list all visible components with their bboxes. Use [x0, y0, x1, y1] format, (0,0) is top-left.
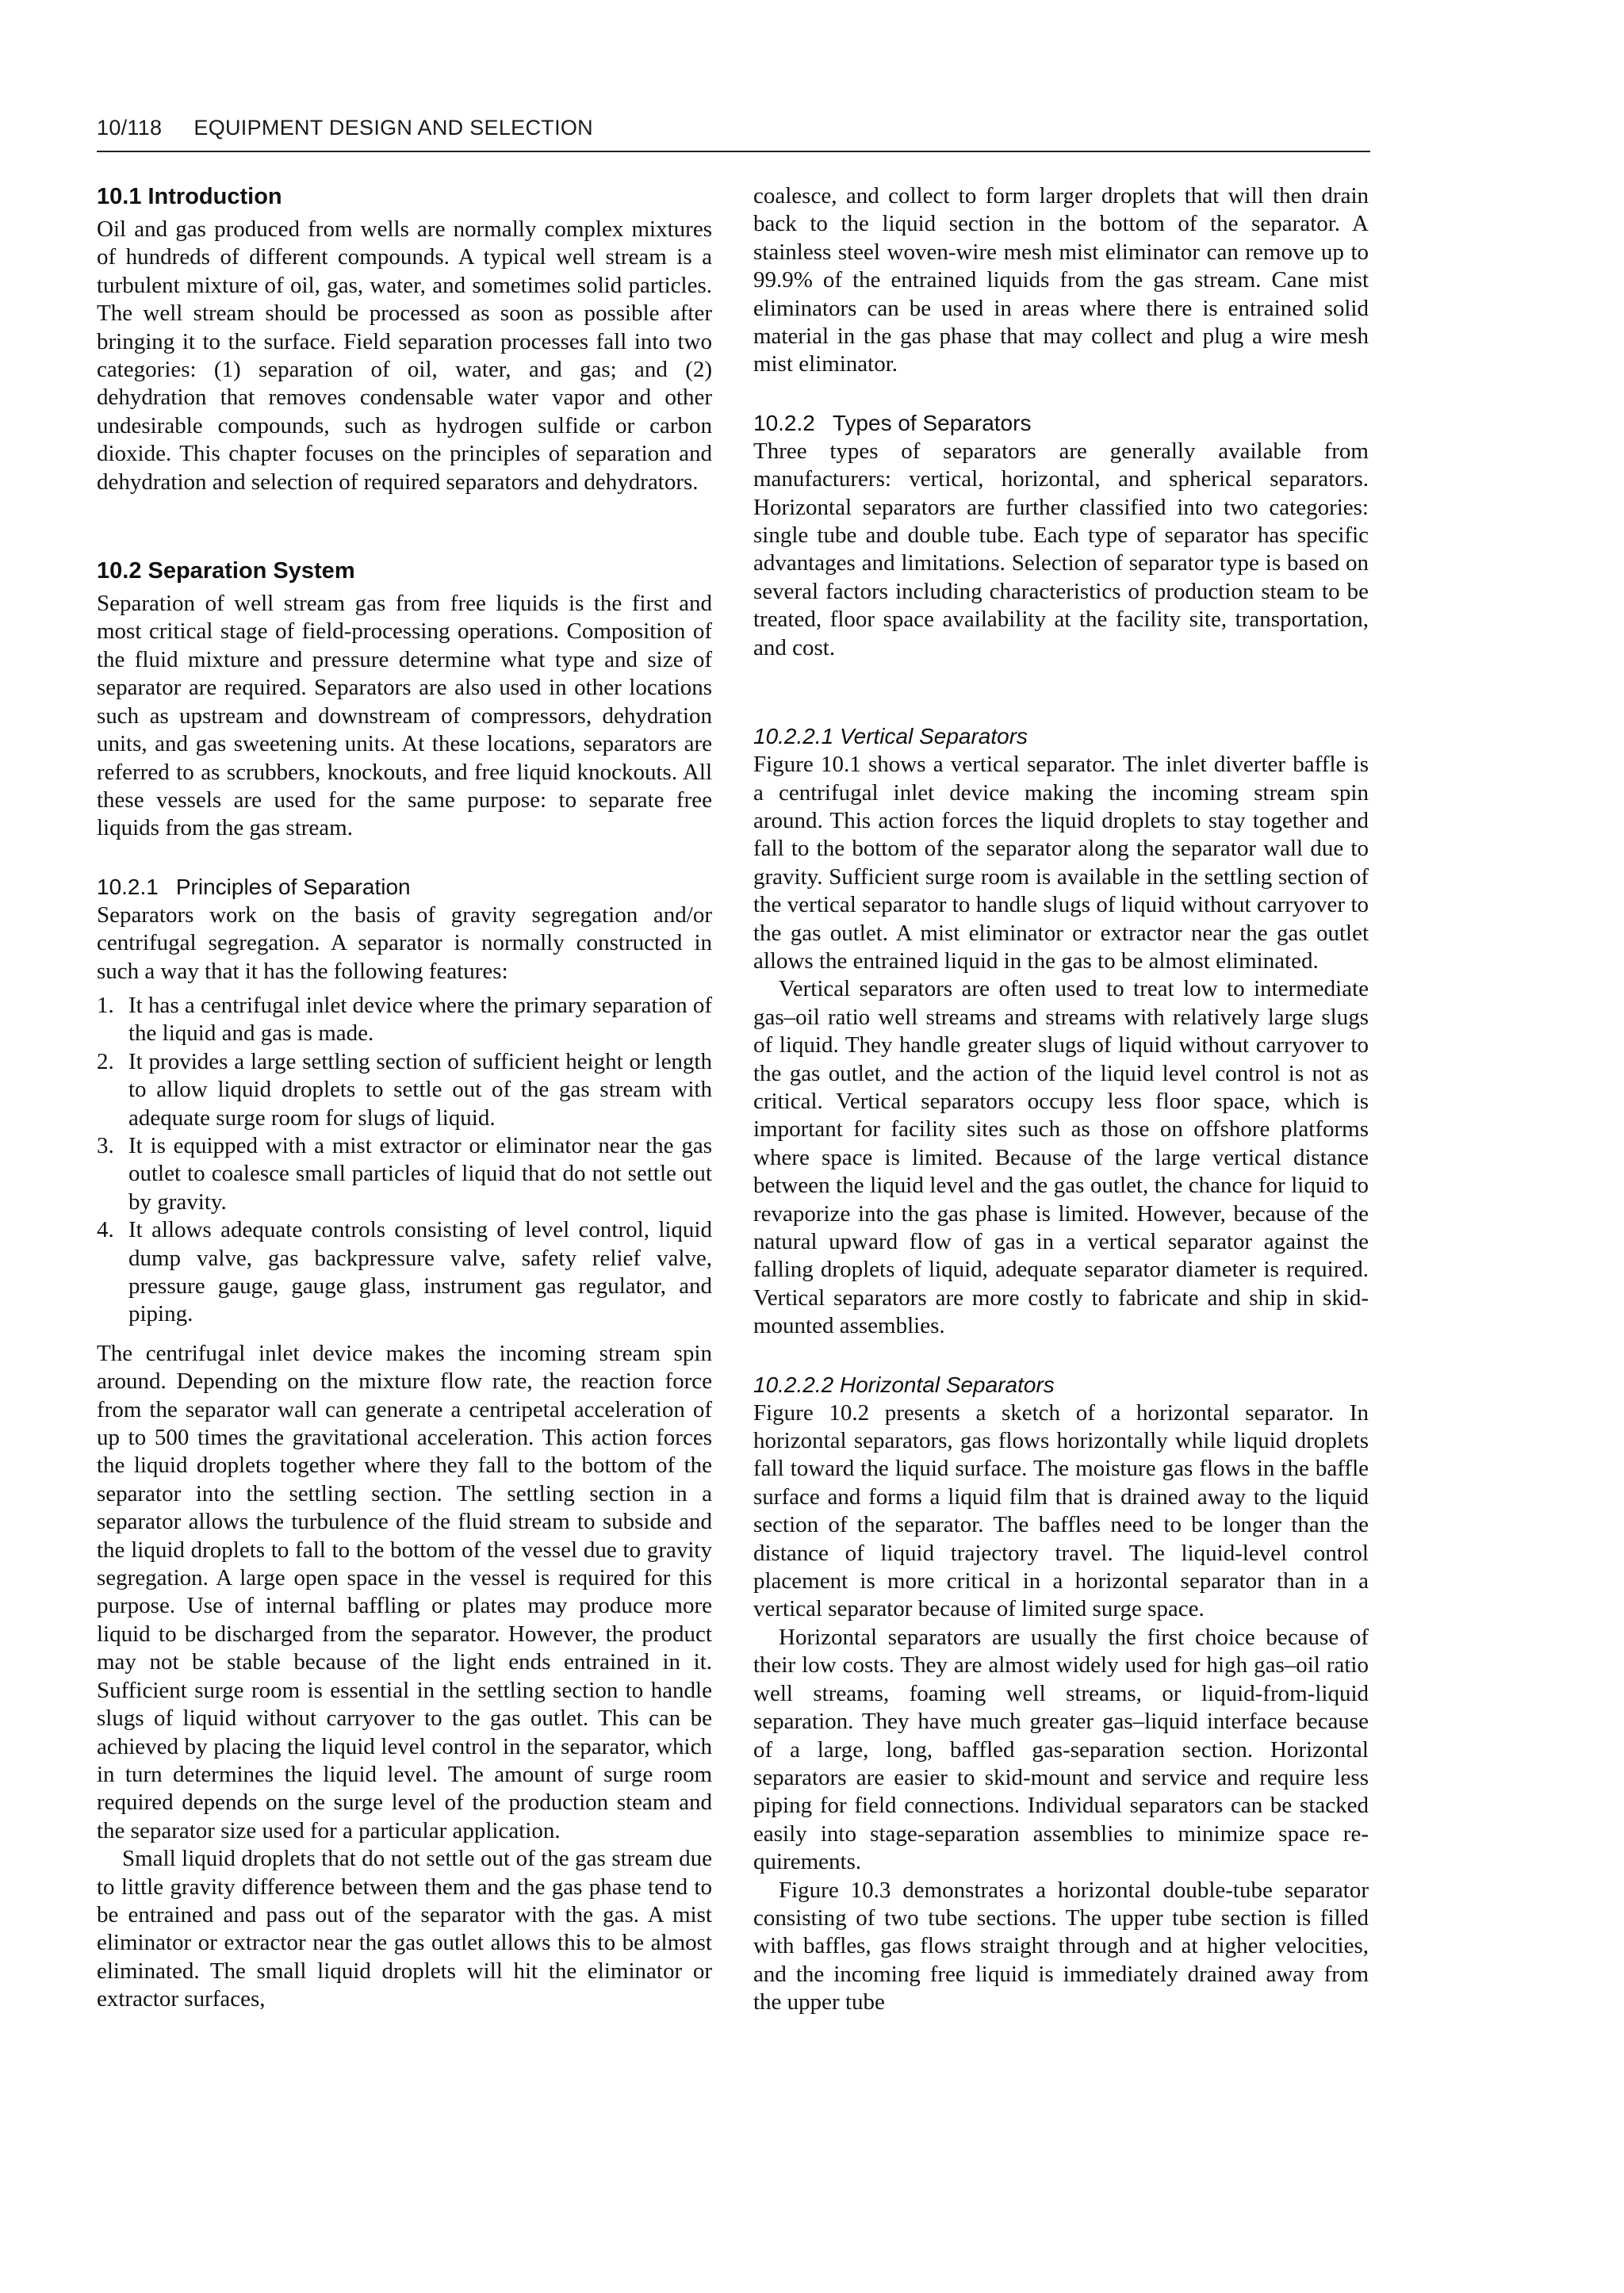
list-item-number: 3. [97, 1132, 114, 1158]
subsubsection-heading-horizontal: 10.2.2.2 Horizontal Separators [753, 1372, 1055, 1397]
list-item-text: It is equipped with a mist extractor or eliminator near the gas outlet to coalesce small particles of liquid that do not settle out by gravity. [128, 1132, 712, 1215]
section-heading-10-2: 10.2 Separation System [97, 558, 355, 584]
paragraph-horizontal-3: Figure 10.3 demonstrates a horizontal double-tube separator consisting of two tube sections. The upper tube section is filled with baffles, gas flows straight through and at higher velocities, and the incoming free liquid is immediately drained away from the upper tube [753, 1877, 1369, 2015]
list-item [97, 992, 712, 1048]
paragraph-principles-intro: Separators work on the basis of gravity segregation and/or centrifugal segregation. A separator is normally constructed in such a way that it has the following features: [97, 902, 712, 984]
header-rule [97, 151, 1370, 152]
list-item-text: It allows adequate controls consisting of level control, liquid dump valve, gas backpressure valve, safety relief valve, pressure gauge, gauge glass, instrument gas regulator, and piping. [128, 1217, 712, 1327]
left-column [97, 182, 712, 2014]
paragraph-types-of-separators: Three types of separators are generally available from manufacturers: vertical, horizontal, and spherical separators. Horizontal separators are further classified into two categories: single tube and double tube. Each type of separator has specific advantages and limitations. Selection of separator type is based on several factors including characteristics of production steam to be treated, floor space availability at the facility site, transportation, and cost. [753, 438, 1369, 660]
list-item [97, 1048, 712, 1132]
subsection-heading-10-2-1 [97, 873, 712, 902]
list-item [97, 1216, 712, 1329]
subsection-heading-10-2-2 [753, 409, 1369, 438]
subsection-number: 10.2.1 [97, 874, 159, 899]
list-item-text: It provides a large settling section of sufficient height or length to allow liquid droplets to settle out of the gas stream with adequate surge room for slugs of liquid. [128, 1048, 712, 1131]
right-column [753, 182, 1369, 2017]
paragraph-horizontal-1: Figure 10.2 presents a sketch of a horizontal separator. In horizontal separators, gas flows horizontally while liquid droplets fall toward the liquid surface. The moisture gas flows in the baffle surface and forms a liquid film that is drained away to the liquid section of the separator. The baffles need to be longer than the distance of liquid trajectory travel. The liquid-level control placement is more critical in a horizontal separator than in a vertical separator because of limited surge space. [753, 1399, 1369, 1622]
paragraph-introduction: Oil and gas produced from wells are normally complex mixtures of hundreds of different compounds. A typical well stream is a turbulent mixture of oil, gas, water, and sometimes solid particles. The well stream should be processed as soon as possible after bringing it to the surface. Field separation processes fall into two categories: (1) separation of oil, water, and gas; and (2) dehydration that removes condensable water vapor and other undesirable compounds, such as hydrogen sulfide or carbon dioxide. This chapter focuses on the principles of separation and dehydration and selection of required separators and dehydrators. [97, 216, 712, 495]
paragraph-continued: coalesce, and collect to form larger droplets that will then drain back to the liquid section in the bottom of the separator. A stainless steel woven-wire mesh mist eliminator can remove up to 99.9% of the entrained liquids from the gas stream. Cane mist eliminators can be used in areas where there is entrained solid material in the gas phase that may collect and plug a wire mesh mist eliminator. [753, 183, 1369, 377]
paragraph-separation-system: Separation of well stream gas from free liquids is the first and most critical stage of field-processing operations. Composition of the fluid mixture and pressure determine what type and size of separator are required. Separators are also used in other locations such as upstream and downstream of compressors, dehydration units, and gas sweetening units. At these locations, separators are referred to as scrubbers, knockouts, and free liquid knockouts. All these vessels are used for the same purpose: to separate free liquids from the gas stream. [97, 591, 712, 841]
list-item-text: It has a centrifugal inlet device where the primary separation of the liquid and gas is made. [128, 992, 712, 1047]
paragraph-vertical-2: Vertical separators are often used to treat low to intermediate gas–oil ratio well streams and streams with relatively large slugs of liquid. They handle greater slugs of liquid without carryover to the gas outlet, and the action of the liquid level control is not as critical. Vertical separators occupy less floor space, which is important for facility sites such as those on offshore platforms where space is limited. Because of the large vertical distance between the liquid level and the gas outlet, the chance for liquid to revaporize into the gas phase is limited. However, because of the natural upward flow of gas in a vertical separator against the falling droplets of liquid, adequate separator diameter is required. Vertical separators are more costly to fabricate and ship in skid-mounted assemblies. [753, 976, 1369, 1339]
running-title: EQUIPMENT DESIGN AND SELECTION [193, 116, 593, 140]
paragraph-vertical-1: Figure 10.1 shows a vertical separator. The inlet diverter baffle is a centrifugal inlet device making the incoming stream spin around. This action forces the liquid droplets to stay together and fall to the bottom of the separator along the separator wall due to gravity. Sufficient surge room is available in the settling section of the vertical separator to handle slugs of liquid without carryover to the gas outlet. A mist eliminator or extractor near the gas outlet allows the entrained liquid in the gas to be almost eliminated. [753, 752, 1369, 974]
section-heading-10-1: 10.1 Introduction [97, 184, 282, 209]
page-number: 10/118 [97, 116, 163, 140]
features-list [97, 992, 712, 1329]
subsection-title: Principles of Separation [175, 874, 411, 899]
paragraph-centrifugal-inlet: The centrifugal inlet device makes the incoming stream spin around. Depending on the mixture flow rate, the reaction force from the separator wall can generate a centripetal acceleration of up to 500 times the gravitational acceleration. This action forces the liquid droplets together where they fall to the bottom of the separator into the settling section. The settling section in a separator allows the turbulence of the fluid stream to subside and the liquid droplets to fall to the bottom of the vessel due to gravity segregation. A large open space in the vessel is required for this purpose. Use of internal baffling or plates may produce more liquid to be discharged from the separator. However, the product may not be stable because of the light ends entrained in it. Sufficient surge room is essential in the settling section to handle slugs of liquid without carryover to the gas outlet. This can be achieved by placing the liquid level control in the separator, which in turn determines the liquid level. The amount of surge room required depends on the surge level of the production steam and the separator size used for a particular application. [97, 1340, 712, 1843]
running-header [97, 116, 1370, 140]
list-item [97, 1132, 712, 1216]
subsubsection-heading-vertical: 10.2.2.1 Vertical Separators [753, 724, 1028, 749]
subsection-number: 10.2.2 [753, 410, 815, 435]
list-item-number: 2. [97, 1048, 114, 1074]
paragraph-small-droplets: Small liquid droplets that do not settle out of the gas stream due to little gravity difference between them and the gas phase tend to be entrained and pass out of the separator with the gas. A mist eliminator or extractor near the gas outlet allows this to be almost eliminated. The small liquid droplets will hit the eliminator or extractor surfaces, [97, 1846, 712, 2012]
list-item-number: 1. [97, 992, 114, 1018]
paragraph-horizontal-2: Horizontal separators are usually the first choice because of their low costs. They are almost widely used for high gas–oil ratio well streams, foaming well streams, or liquid-from-liquid separation. They have much greater gas–liquid interface because of a large, long, baffled gas-separation section. Horizontal separators are easier to skid-mount and service and require less piping for field connections. Individual separators can be stacked easily into stage-separation assemblies to minimize space requirements. [753, 1624, 1369, 1875]
list-item-number: 4. [97, 1217, 114, 1243]
subsection-title: Types of Separators [832, 410, 1032, 435]
